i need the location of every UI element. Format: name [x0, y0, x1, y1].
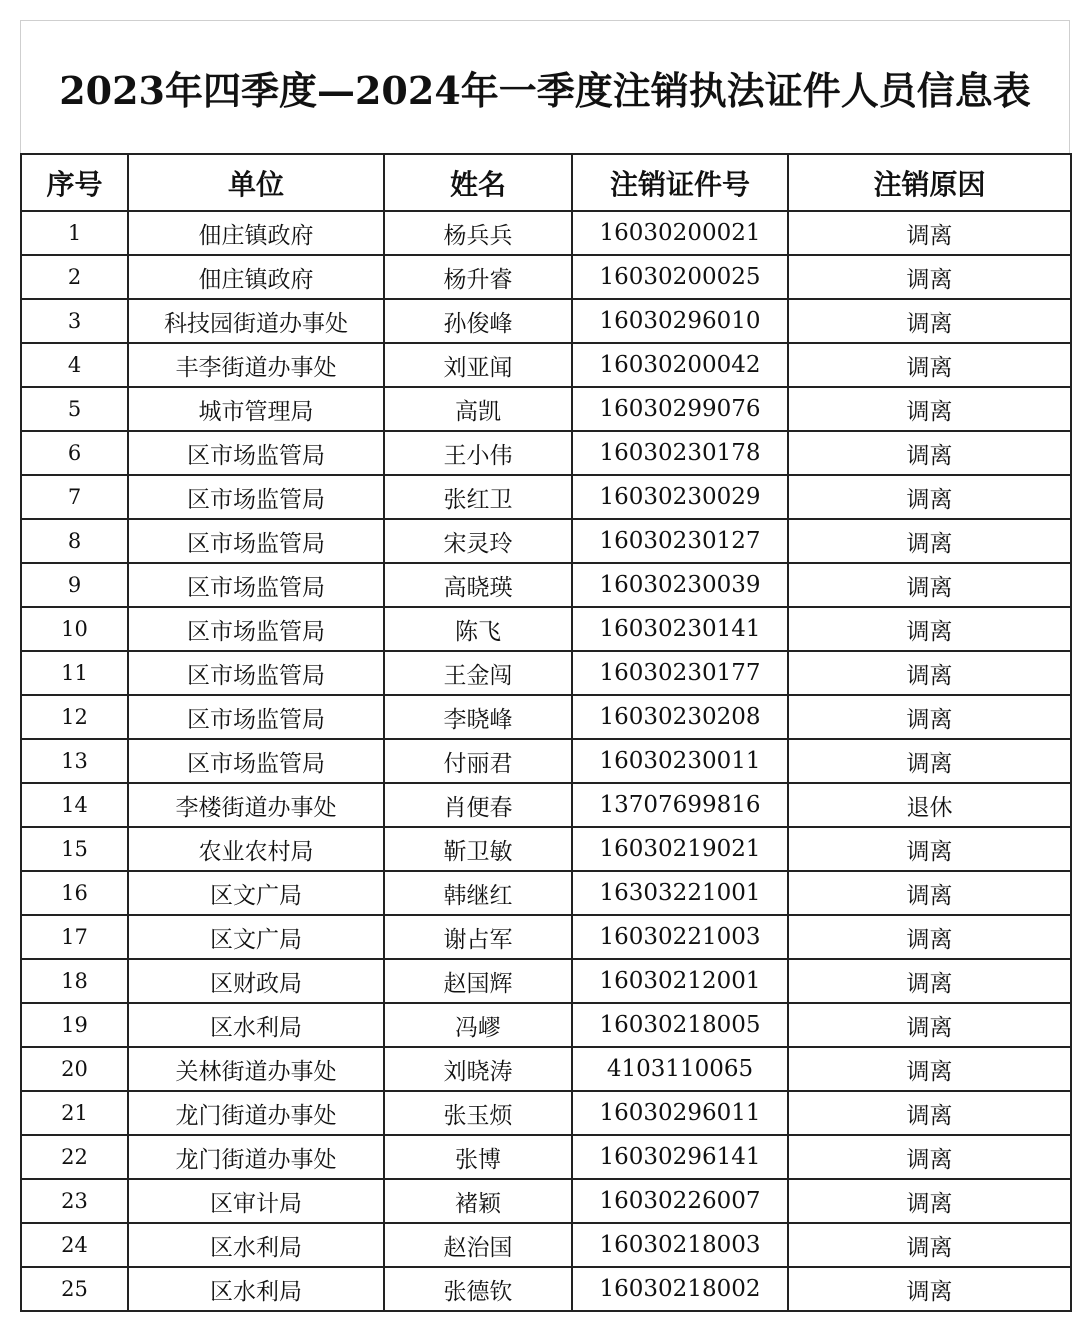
unit-cell[interactable]: 区文广局 [128, 871, 384, 915]
cert-number-cell[interactable]: 16030299076 [572, 387, 788, 431]
serial-cell[interactable]: 17 [21, 915, 128, 959]
serial-cell[interactable]: 18 [21, 959, 128, 1003]
cert-number-cell[interactable]: 16030296141 [572, 1135, 788, 1179]
table-row [21, 299, 1071, 343]
name-cell[interactable]: 靳卫敏 [384, 827, 572, 871]
cert-number-cell[interactable]: 16030200021 [572, 211, 788, 255]
spreadsheet-sheet [20, 20, 1070, 1312]
unit-cell[interactable]: 区市场监管局 [128, 739, 384, 783]
table-row [21, 431, 1071, 475]
serial-cell[interactable]: 12 [21, 695, 128, 739]
name-cell[interactable]: 冯嵺 [384, 1003, 572, 1047]
table-row [21, 871, 1071, 915]
name-cell[interactable]: 刘亚闻 [384, 343, 572, 387]
unit-cell[interactable]: 关林街道办事处 [128, 1047, 384, 1091]
header-unit[interactable]: 单位 [128, 154, 384, 211]
unit-cell[interactable]: 区文广局 [128, 915, 384, 959]
info-table [20, 153, 1072, 1312]
unit-cell[interactable]: 李楼街道办事处 [128, 783, 384, 827]
serial-cell[interactable]: 24 [21, 1223, 128, 1267]
table-row [21, 739, 1071, 783]
serial-cell[interactable]: 3 [21, 299, 128, 343]
unit-cell[interactable]: 城市管理局 [128, 387, 384, 431]
name-cell[interactable]: 杨兵兵 [384, 211, 572, 255]
page-title: 2023年四季度—2024年一季度注销执法证件人员信息表 [59, 67, 1031, 113]
serial-cell[interactable]: 21 [21, 1091, 128, 1135]
unit-cell[interactable]: 区财政局 [128, 959, 384, 1003]
cert-number-cell[interactable]: 16303221001 [572, 871, 788, 915]
unit-cell[interactable]: 龙门街道办事处 [128, 1091, 384, 1135]
table-row [21, 827, 1071, 871]
reason-cell[interactable]: 调离 [788, 1047, 1071, 1091]
unit-cell[interactable]: 区审计局 [128, 1179, 384, 1223]
cert-number-cell[interactable]: 4103110065 [572, 1047, 788, 1091]
reason-cell[interactable]: 调离 [788, 1135, 1071, 1179]
table-row [21, 1267, 1071, 1311]
header-name[interactable]: 姓名 [384, 154, 572, 211]
name-cell[interactable]: 孙俊峰 [384, 299, 572, 343]
reason-cell[interactable]: 调离 [788, 1091, 1071, 1135]
unit-cell[interactable]: 区市场监管局 [128, 431, 384, 475]
name-cell[interactable]: 张玉烦 [384, 1091, 572, 1135]
table-row [21, 1091, 1071, 1135]
name-cell[interactable]: 韩继红 [384, 871, 572, 915]
serial-cell[interactable]: 13 [21, 739, 128, 783]
cert-number-cell[interactable]: 16030230127 [572, 519, 788, 563]
reason-cell[interactable]: 调离 [788, 343, 1071, 387]
cert-number-cell[interactable]: 16030230141 [572, 607, 788, 651]
name-cell[interactable]: 褚颖 [384, 1179, 572, 1223]
unit-cell[interactable]: 区市场监管局 [128, 607, 384, 651]
unit-cell[interactable]: 科技园街道办事处 [128, 299, 384, 343]
table-row [21, 915, 1071, 959]
table-row [21, 1223, 1071, 1267]
unit-cell[interactable]: 龙门街道办事处 [128, 1135, 384, 1179]
reason-cell[interactable]: 调离 [788, 651, 1071, 695]
table-body [21, 211, 1071, 1311]
cert-number-cell[interactable]: 16030230178 [572, 431, 788, 475]
name-cell[interactable]: 王小伟 [384, 431, 572, 475]
serial-cell[interactable]: 5 [21, 387, 128, 431]
reason-cell[interactable]: 调离 [788, 915, 1071, 959]
name-cell[interactable]: 赵治国 [384, 1223, 572, 1267]
unit-cell[interactable]: 区水利局 [128, 1223, 384, 1267]
unit-cell[interactable]: 区市场监管局 [128, 563, 384, 607]
name-cell[interactable]: 宋灵玲 [384, 519, 572, 563]
unit-cell[interactable]: 佃庄镇政府 [128, 255, 384, 299]
unit-cell[interactable]: 区市场监管局 [128, 519, 384, 563]
unit-cell[interactable]: 农业农村局 [128, 827, 384, 871]
unit-cell[interactable]: 区水利局 [128, 1003, 384, 1047]
reason-cell[interactable]: 调离 [788, 827, 1071, 871]
unit-cell[interactable]: 区市场监管局 [128, 475, 384, 519]
cert-number-cell[interactable]: 16030230029 [572, 475, 788, 519]
table-row [21, 695, 1071, 739]
unit-cell[interactable]: 区市场监管局 [128, 695, 384, 739]
serial-cell[interactable]: 15 [21, 827, 128, 871]
cert-number-cell[interactable]: 16030218002 [572, 1267, 788, 1311]
name-cell[interactable]: 高凯 [384, 387, 572, 431]
table-row [21, 651, 1071, 695]
serial-cell[interactable]: 20 [21, 1047, 128, 1091]
header-cert-number[interactable]: 注销证件号 [572, 154, 788, 211]
cert-number-cell[interactable]: 16030230011 [572, 739, 788, 783]
cert-number-cell[interactable]: 16030212001 [572, 959, 788, 1003]
table-row [21, 387, 1071, 431]
unit-cell[interactable]: 区水利局 [128, 1267, 384, 1311]
serial-cell[interactable]: 7 [21, 475, 128, 519]
table-row [21, 211, 1071, 255]
table-row [21, 563, 1071, 607]
cert-number-cell[interactable]: 16030230208 [572, 695, 788, 739]
name-cell[interactable]: 李晓峰 [384, 695, 572, 739]
table-row [21, 255, 1071, 299]
header-serial[interactable]: 序号 [21, 154, 128, 211]
serial-cell[interactable]: 22 [21, 1135, 128, 1179]
table-row [21, 519, 1071, 563]
serial-cell[interactable]: 8 [21, 519, 128, 563]
reason-cell[interactable]: 调离 [788, 695, 1071, 739]
table-row [21, 1179, 1071, 1223]
serial-cell[interactable]: 25 [21, 1267, 128, 1311]
reason-cell[interactable]: 调离 [788, 431, 1071, 475]
unit-cell[interactable]: 丰李街道办事处 [128, 343, 384, 387]
table-row [21, 1135, 1071, 1179]
reason-cell[interactable]: 调离 [788, 563, 1071, 607]
name-cell[interactable]: 王金闯 [384, 651, 572, 695]
reason-cell[interactable]: 调离 [788, 299, 1071, 343]
table-row [21, 1003, 1071, 1047]
cert-number-cell[interactable]: 16030296010 [572, 299, 788, 343]
reason-cell[interactable]: 调离 [788, 255, 1071, 299]
name-cell[interactable]: 肖便春 [384, 783, 572, 827]
name-cell[interactable]: 张博 [384, 1135, 572, 1179]
serial-cell[interactable]: 11 [21, 651, 128, 695]
cert-number-cell[interactable]: 16030200025 [572, 255, 788, 299]
cert-number-cell[interactable]: 16030226007 [572, 1179, 788, 1223]
reason-cell[interactable]: 调离 [788, 871, 1071, 915]
reason-cell[interactable]: 退休 [788, 783, 1071, 827]
cert-number-cell[interactable]: 16030221003 [572, 915, 788, 959]
table-row [21, 1047, 1071, 1091]
table-row [21, 783, 1071, 827]
reason-cell[interactable]: 调离 [788, 387, 1071, 431]
reason-cell[interactable]: 调离 [788, 607, 1071, 651]
serial-cell[interactable]: 23 [21, 1179, 128, 1223]
serial-cell[interactable]: 4 [21, 343, 128, 387]
table-row [21, 607, 1071, 651]
cert-number-cell[interactable]: 16030296011 [572, 1091, 788, 1135]
name-cell[interactable]: 张德钦 [384, 1267, 572, 1311]
table-row [21, 475, 1071, 519]
reason-cell[interactable]: 调离 [788, 739, 1071, 783]
name-cell[interactable]: 付丽君 [384, 739, 572, 783]
cert-number-cell[interactable]: 16030219021 [572, 827, 788, 871]
serial-cell[interactable]: 6 [21, 431, 128, 475]
name-cell[interactable]: 谢占军 [384, 915, 572, 959]
name-cell[interactable]: 陈飞 [384, 607, 572, 651]
cert-number-cell[interactable]: 16030218005 [572, 1003, 788, 1047]
name-cell[interactable]: 高晓瑛 [384, 563, 572, 607]
cert-number-cell[interactable]: 13707699816 [572, 783, 788, 827]
serial-cell[interactable]: 19 [21, 1003, 128, 1047]
name-cell[interactable]: 赵国辉 [384, 959, 572, 1003]
header-row [21, 154, 1071, 211]
name-cell[interactable]: 杨升睿 [384, 255, 572, 299]
name-cell[interactable]: 刘晓涛 [384, 1047, 572, 1091]
reason-cell[interactable]: 调离 [788, 1003, 1071, 1047]
reason-cell[interactable]: 调离 [788, 1267, 1071, 1311]
cert-number-cell[interactable]: 16030230177 [572, 651, 788, 695]
unit-cell[interactable]: 区市场监管局 [128, 651, 384, 695]
reason-cell[interactable]: 调离 [788, 1223, 1071, 1267]
unit-cell[interactable]: 佃庄镇政府 [128, 211, 384, 255]
reason-cell[interactable]: 调离 [788, 519, 1071, 563]
table-row [21, 343, 1071, 387]
reason-cell[interactable]: 调离 [788, 475, 1071, 519]
reason-cell[interactable]: 调离 [788, 959, 1071, 1003]
serial-cell[interactable]: 10 [21, 607, 128, 651]
serial-cell[interactable]: 14 [21, 783, 128, 827]
name-cell[interactable]: 张红卫 [384, 475, 572, 519]
serial-cell[interactable]: 1 [21, 211, 128, 255]
cert-number-cell[interactable]: 16030218003 [572, 1223, 788, 1267]
title-cell[interactable] [20, 20, 1070, 153]
table-row [21, 959, 1071, 1003]
serial-cell[interactable]: 9 [21, 563, 128, 607]
serial-cell[interactable]: 16 [21, 871, 128, 915]
reason-cell[interactable]: 调离 [788, 211, 1071, 255]
cert-number-cell[interactable]: 16030230039 [572, 563, 788, 607]
serial-cell[interactable]: 2 [21, 255, 128, 299]
header-reason[interactable]: 注销原因 [788, 154, 1071, 211]
reason-cell[interactable]: 调离 [788, 1179, 1071, 1223]
cert-number-cell[interactable]: 16030200042 [572, 343, 788, 387]
